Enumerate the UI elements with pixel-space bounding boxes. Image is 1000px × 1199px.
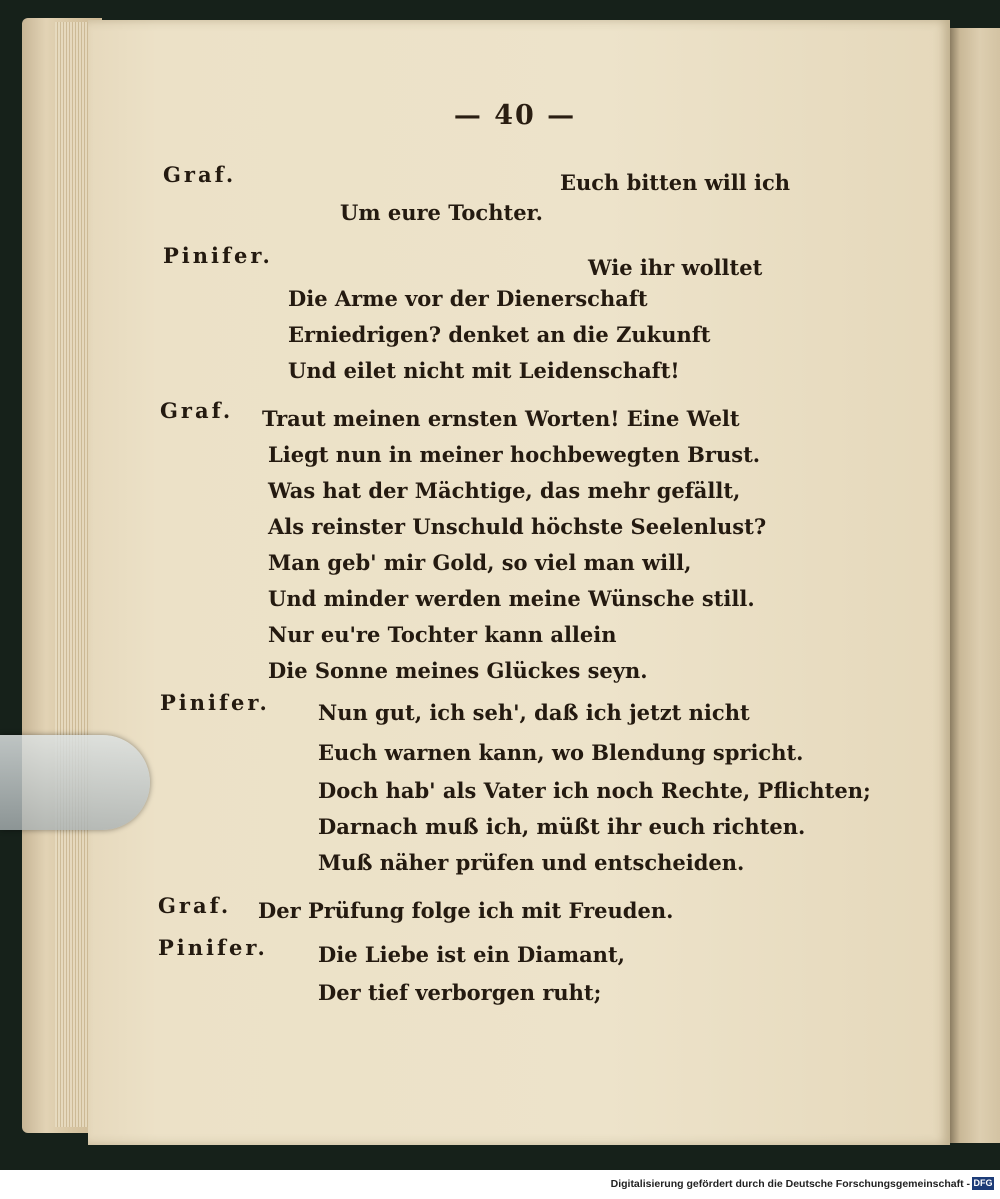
verse-line: Als reinster Unschuld höchste Seelenlust? (268, 514, 767, 539)
verse-line: Erniedrigen? denket an die Zukunft (288, 322, 711, 347)
book-page (88, 20, 950, 1145)
dfg-logo-icon: DFG (973, 1178, 993, 1188)
verse-line: Wie ihr wolltet (588, 255, 763, 280)
verse-line: Der Prüfung folge ich mit Freuden. (258, 898, 674, 923)
verse-line: Nur eu're Tochter kann allein (268, 622, 617, 647)
verse-line: Und eilet nicht mit Leidenschaft! (288, 358, 680, 383)
funding-credit: Digitalisierung gefördert durch die Deutsche Forschungsgemeinschaft - (610, 1178, 970, 1190)
verse-line: Die Sonne meines Glückes seyn. (268, 658, 648, 683)
verse-line: Muß näher prüfen und entscheiden. (318, 850, 745, 875)
verse-line: Die Arme vor der Dienerschaft (288, 286, 648, 311)
scanner-thumb (0, 735, 150, 830)
speaker-pinifer: Pinifer. (163, 243, 273, 268)
speaker-graf: Graf. (158, 893, 232, 918)
page-number: — 40 — (453, 100, 577, 131)
verse-line: Euch warnen kann, wo Blendung spricht. (318, 740, 804, 765)
verse-line: Um eure Tochter. (340, 200, 543, 225)
verse-line: Doch hab' als Vater ich noch Rechte, Pflichten; (318, 778, 871, 803)
speaker-graf: Graf. (163, 162, 237, 187)
facing-page-edge (950, 28, 1000, 1143)
speaker-pinifer: Pinifer. (160, 690, 270, 715)
speaker-pinifer: Pinifer. (158, 935, 268, 960)
verse-line: Der tief verborgen ruht; (318, 980, 602, 1005)
verse-line: Euch bitten will ich (560, 170, 790, 195)
verse-line: Was hat der Mächtige, das mehr gefällt, (268, 478, 741, 503)
verse-line: Die Liebe ist ein Diamant, (318, 942, 625, 967)
verse-line: Traut meinen ernsten Worten! Eine Welt (262, 406, 740, 431)
verse-line: Liegt nun in meiner hochbewegten Brust. (268, 442, 761, 467)
verse-line: Darnach muß ich, müßt ihr euch richten. (318, 814, 806, 839)
verse-line: Nun gut, ich seh', daß ich jetzt nicht (318, 700, 750, 725)
footer-bar (0, 1170, 1000, 1199)
verse-line: Man geb' mir Gold, so viel man will, (268, 550, 692, 575)
speaker-graf: Graf. (160, 398, 234, 423)
verse-line: Und minder werden meine Wünsche still. (268, 586, 755, 611)
